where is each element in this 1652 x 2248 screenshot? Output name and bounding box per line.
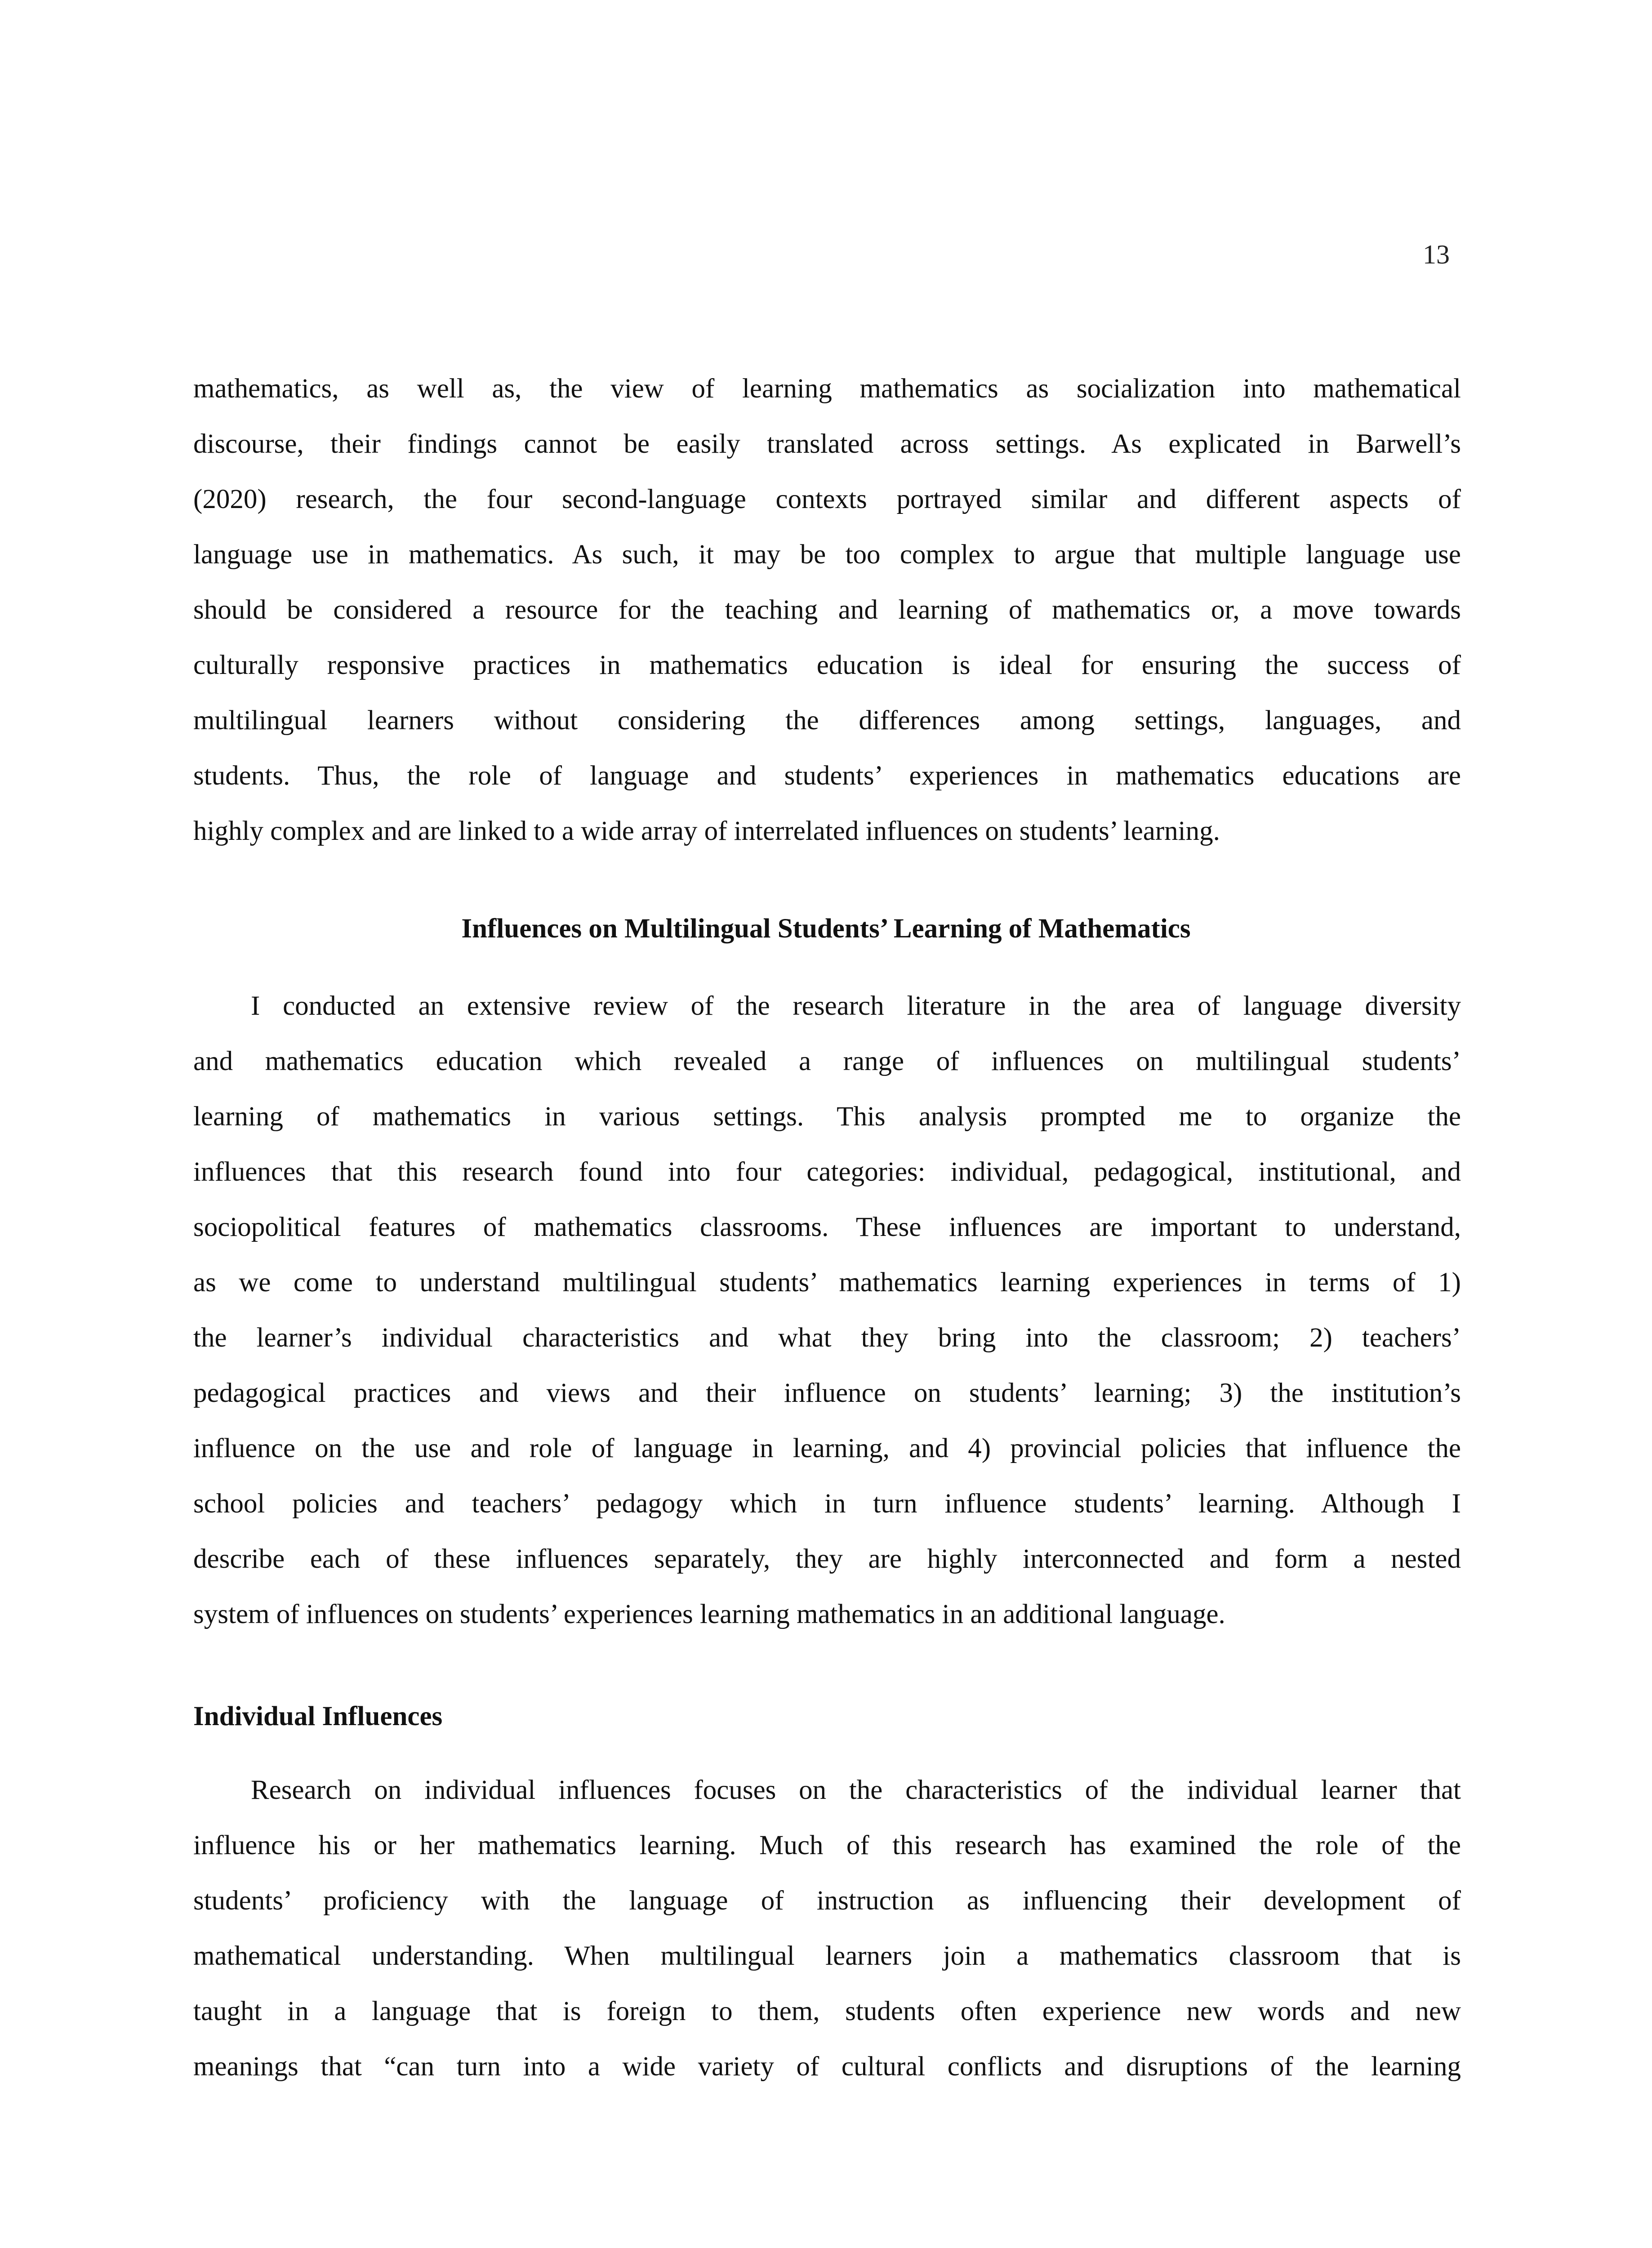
paragraph-2-line-10: school policies and teachers’ pedagogy which in turn influence students’ learning. Although I — [193, 1489, 1461, 1519]
paragraph-individual-influences — [193, 1762, 1461, 2094]
paragraph-1-line-2: discourse, their findings cannot be easily translated across settings. As explicated in Barwell’s — [193, 429, 1461, 459]
paragraph-1-line-3: (2020) research, the four second-language contexts portrayed similar and different aspects of — [193, 484, 1461, 514]
paragraph-3-line-3: students’ proficiency with the language of instruction as influencing their development of — [193, 1886, 1461, 1916]
paragraph-2-line-6: as we come to understand multilingual students’ mathematics learning experiences in terms of 1) — [193, 1267, 1461, 1298]
paragraph-3-line-6: meanings that “can turn into a wide variety of cultural conflicts and disruptions of the learning — [193, 2052, 1461, 2082]
paragraph-continuation — [193, 361, 1461, 859]
paragraph-1-line-6: culturally responsive practices in mathematics education is ideal for ensuring the success of — [193, 650, 1461, 680]
paragraph-2-line-3: learning of mathematics in various settings. This analysis prompted me to organize the — [193, 1102, 1461, 1132]
paragraph-1-line-5: should be considered a resource for the teaching and learning of mathematics or, a move towards — [193, 595, 1461, 625]
paragraph-3-line-4: mathematical understanding. When multilingual learners join a mathematics classroom that is — [193, 1941, 1461, 1971]
paragraph-3-line-1: Research on individual influences focuses on the characteristics of the individual learner that — [251, 1775, 1461, 1805]
paragraph-3-line-5: taught in a language that is foreign to them, students often experience new words and new — [193, 1996, 1461, 2026]
paragraph-1-line-9: highly complex and are linked to a wide array of interrelated influences on students’ learning. — [193, 816, 1220, 846]
sub-heading: Individual Influences — [193, 1701, 443, 1731]
paragraph-2-line-4: influences that this research found into four categories: individual, pedagogical, institutional, and — [193, 1157, 1461, 1187]
paragraph-1-line-8: students. Thus, the role of language and students’ experiences in mathematics educations are — [193, 761, 1461, 791]
paragraph-2-line-8: pedagogical practices and views and their influence on students’ learning; 3) the institution’s — [193, 1378, 1461, 1408]
paragraph-1-line-4: language use in mathematics. As such, it may be too complex to argue that multiple language use — [193, 540, 1461, 570]
section-heading: Influences on Multilingual Students’ Learning of Mathematics — [461, 914, 1191, 944]
paragraph-2-line-1: I conducted an extensive review of the research literature in the area of language diversity — [251, 991, 1461, 1021]
paragraph-3-line-2: influence his or her mathematics learning. Much of this research has examined the role of the — [193, 1830, 1461, 1860]
page-number: 13 — [1423, 240, 1450, 269]
paragraph-1-line-7: multilingual learners without considering the differences among settings, languages, and — [193, 705, 1461, 736]
paragraph-2-line-5: sociopolitical features of mathematics classrooms. These influences are important to understand, — [193, 1212, 1461, 1242]
paragraph-1-line-1: mathematics, as well as, the view of learning mathematics as socialization into mathematical — [193, 374, 1461, 404]
paragraph-2-line-12: system of influences on students’ experiences learning mathematics in an additional language. — [193, 1599, 1225, 1629]
paragraph-2-line-7: the learner’s individual characteristics and what they bring into the classroom; 2) teachers’ — [193, 1323, 1461, 1353]
paragraph-2-line-9: influence on the use and role of language in learning, and 4) provincial policies that influence the — [193, 1433, 1461, 1463]
paragraph-2-line-11: describe each of these influences separately, they are highly interconnected and form a nested — [193, 1544, 1461, 1574]
paragraph-2-line-2: and mathematics education which revealed a range of influences on multilingual students’ — [193, 1046, 1461, 1076]
paragraph-literature-review — [193, 978, 1461, 1642]
